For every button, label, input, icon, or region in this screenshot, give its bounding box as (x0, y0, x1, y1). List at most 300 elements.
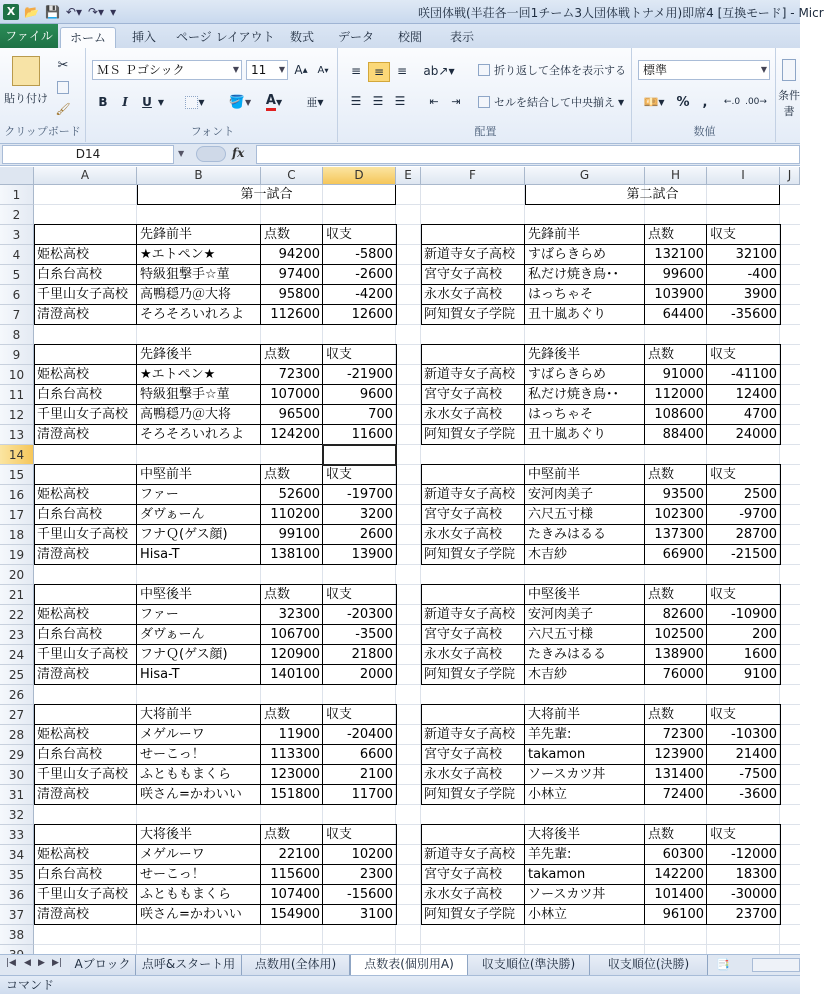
table-cell[interactable]: 3100 (359, 907, 393, 922)
table-cell[interactable]: 24000 (735, 427, 777, 442)
row-header-4[interactable]: 4 (0, 245, 34, 265)
table-cell[interactable]: 32100 (735, 247, 777, 262)
table-cell[interactable]: 永水女子高校 (424, 647, 503, 662)
percent-style-icon[interactable]: % (676, 94, 690, 110)
row-header-29[interactable]: 29 (0, 745, 34, 765)
formula-bar-splitter[interactable] (196, 146, 226, 162)
table-cell[interactable]: 11900 (278, 727, 320, 742)
match2-block-5-header-0[interactable] (421, 825, 525, 845)
match1-block-1-header-2[interactable]: 点数 (264, 347, 291, 362)
table-cell[interactable]: 清澄高校 (37, 667, 90, 682)
table-cell[interactable]: 姫松高校 (37, 487, 90, 502)
table-cell[interactable]: -20300 (346, 607, 393, 622)
table-cell[interactable]: -3500 (355, 627, 393, 642)
row-header-34[interactable]: 34 (0, 845, 34, 865)
underline-button[interactable]: U (142, 95, 152, 109)
match1-block-4-header-1[interactable]: 大将前半 (140, 707, 193, 722)
table-cell[interactable]: -21500 (730, 547, 777, 562)
table-cell[interactable]: 阿知賀女子学院 (424, 907, 516, 922)
table-cell[interactable]: 阿知賀女子学院 (424, 787, 516, 802)
table-cell[interactable]: ダヴぁーん (140, 627, 205, 642)
redo-icon[interactable]: ↷▾ (87, 5, 105, 19)
match1-block-0-header-3[interactable]: 収支 (326, 227, 353, 242)
table-cell[interactable]: 131400 (654, 767, 704, 782)
table-cell[interactable]: 永水女子高校 (424, 527, 503, 542)
table-cell[interactable]: 93500 (662, 487, 704, 502)
table-cell[interactable]: 102300 (654, 507, 704, 522)
match2-block-3-header-2[interactable]: 点数 (648, 587, 675, 602)
table-cell[interactable]: 阿知賀女子学院 (424, 667, 516, 682)
match1-block-0-header-2[interactable]: 点数 (264, 227, 291, 242)
match2-title[interactable]: 第二試合 (626, 187, 679, 202)
table-cell[interactable]: 101400 (654, 887, 704, 902)
tab-insert[interactable]: 挿入 (131, 30, 156, 44)
row-header-27[interactable]: 27 (0, 705, 34, 725)
table-cell[interactable]: 白糸台高校 (37, 507, 103, 522)
table-cell[interactable]: ソースカツ丼 (528, 887, 606, 902)
conditional-format-label[interactable]: 条件 (778, 89, 800, 102)
table-cell[interactable]: 姫松高校 (37, 607, 90, 622)
table-cell[interactable]: 3200 (359, 507, 393, 522)
merge-center-button[interactable]: セルを結合して中央揃え ▼ (478, 92, 628, 112)
table-cell[interactable]: -15600 (346, 887, 393, 902)
match1-block-3-header-2[interactable]: 点数 (264, 587, 291, 602)
column-header-e[interactable]: E (396, 167, 421, 185)
match2-block-5-header-2[interactable]: 点数 (648, 827, 675, 842)
insert-function-icon[interactable]: fx (232, 146, 245, 160)
selected-cell-d14[interactable] (322, 444, 397, 466)
align-middle-icon[interactable]: ≡ (368, 62, 390, 82)
table-cell[interactable]: 18300 (735, 867, 777, 882)
table-cell[interactable]: 高鴨穏乃＠大将 (140, 287, 232, 302)
table-cell[interactable]: 小林立 (528, 907, 568, 922)
table-cell[interactable]: 123000 (270, 767, 320, 782)
table-cell[interactable]: -10300 (730, 727, 777, 742)
table-cell[interactable]: 清澄高校 (37, 907, 90, 922)
table-cell[interactable]: 永水女子高校 (424, 287, 503, 302)
excel-logo-icon[interactable]: X (3, 4, 19, 20)
match1-block-2-header-0[interactable] (34, 465, 137, 485)
match2-block-4-header-3[interactable]: 収支 (710, 707, 737, 722)
table-cell[interactable]: 115600 (270, 867, 320, 882)
sheet-tab-rank-final[interactable]: 収支順位(決勝) (590, 955, 708, 975)
column-header-a[interactable]: A (34, 167, 137, 185)
table-cell[interactable]: 安河肉美子 (528, 487, 594, 502)
table-cell[interactable]: そろそろいれろよ (140, 307, 245, 322)
font-name-select[interactable]: ＭＳ Ｐゴシック ▼ (92, 60, 242, 80)
table-cell[interactable]: -21900 (346, 367, 393, 382)
tab-page-layout[interactable]: ページ レイアウト (176, 30, 275, 44)
table-cell[interactable]: -5800 (355, 247, 393, 262)
table-cell[interactable]: -4200 (355, 287, 393, 302)
grow-font-icon[interactable]: A ▴ (294, 63, 308, 77)
match1-block-3-header-0[interactable] (34, 585, 137, 605)
increase-indent-icon[interactable]: ⇥ (451, 94, 461, 108)
table-cell[interactable]: ファー (140, 487, 179, 502)
table-cell[interactable]: たきみはるる (528, 647, 607, 662)
table-cell[interactable]: メゲルーワ (140, 727, 205, 742)
number-format-select[interactable]: 標準 ▼ (638, 60, 770, 80)
table-cell[interactable]: 羊先輩: (528, 727, 572, 742)
match2-block-3-header-1[interactable]: 中堅後半 (528, 587, 581, 602)
table-cell[interactable]: すばらきらめ (528, 247, 607, 262)
table-cell[interactable]: 9100 (743, 667, 777, 682)
table-cell[interactable]: 102500 (654, 627, 704, 642)
column-header-h[interactable]: H (645, 167, 707, 185)
table-cell[interactable]: 12400 (735, 387, 777, 402)
table-cell[interactable]: ★エトペン★ (140, 367, 216, 382)
table-cell[interactable]: 私だけ焼き鳥･･ (528, 267, 620, 282)
table-cell[interactable]: そろそろいれろよ (140, 427, 245, 442)
last-sheet-icon[interactable]: ▶| (52, 958, 62, 968)
sheet-tab-score-all[interactable]: 点数用(全体用) (242, 955, 350, 975)
match2-block-1-header-2[interactable]: 点数 (648, 347, 675, 362)
match1-block-2-header-3[interactable]: 収支 (326, 467, 353, 482)
table-cell[interactable]: 1600 (743, 647, 777, 662)
table-cell[interactable]: 特級狙撃手☆菫 (140, 267, 230, 282)
row-header-37[interactable]: 37 (0, 905, 34, 925)
table-cell[interactable]: 白糸台高校 (37, 267, 103, 282)
increase-decimal-icon[interactable]: ←.0 (723, 97, 741, 107)
fill-color-icon[interactable]: 🪣 ▼ (228, 94, 252, 110)
row-header-9[interactable]: 9 (0, 345, 34, 365)
italic-button[interactable]: I (122, 95, 128, 109)
table-cell[interactable]: 木吉紗 (528, 667, 568, 682)
table-cell[interactable]: 60300 (662, 847, 704, 862)
table-cell[interactable]: 99100 (278, 527, 320, 542)
table-cell[interactable]: Hisa-T (140, 667, 180, 682)
match2-block-4-header-0[interactable] (421, 705, 525, 725)
table-cell[interactable]: 28700 (735, 527, 777, 542)
table-cell[interactable]: 永水女子高校 (424, 887, 503, 902)
bold-button[interactable]: B (98, 95, 108, 109)
orientation-icon[interactable]: ab↗ ▼ (423, 64, 455, 78)
match1-block-2-header-2[interactable]: 点数 (264, 467, 291, 482)
table-cell[interactable]: 清澄高校 (37, 427, 90, 442)
table-cell[interactable]: 丑十嵐あぐり (528, 427, 607, 442)
table-cell[interactable]: 小林立 (528, 787, 568, 802)
table-cell[interactable]: 66900 (662, 547, 704, 562)
match1-block-3-header-3[interactable]: 収支 (326, 587, 353, 602)
formula-input[interactable] (256, 145, 800, 164)
table-cell[interactable]: ★エトペン★ (140, 247, 216, 262)
table-cell[interactable]: 千里山女子高校 (37, 887, 129, 902)
match2-block-1-header-3[interactable]: 収支 (710, 347, 737, 362)
row-header-15[interactable]: 15 (0, 465, 34, 485)
table-cell[interactable]: せーこっ！ (140, 747, 205, 762)
table-cell[interactable]: 千里山女子高校 (37, 287, 129, 302)
table-cell[interactable]: 白糸台高校 (37, 387, 103, 402)
table-cell[interactable]: ファー (140, 607, 179, 622)
table-cell[interactable]: 清澄高校 (37, 547, 90, 562)
table-cell[interactable]: 阿知賀女子学院 (424, 307, 516, 322)
table-cell[interactable]: 11600 (351, 427, 393, 442)
phonetic-icon[interactable]: 亜 ▼ (306, 96, 324, 109)
table-cell[interactable]: 64400 (662, 307, 704, 322)
table-cell[interactable]: -2600 (355, 267, 393, 282)
row-header-31[interactable]: 31 (0, 785, 34, 805)
row-header-36[interactable]: 36 (0, 885, 34, 905)
table-cell[interactable]: せーこっ！ (140, 867, 205, 882)
table-cell[interactable]: 新道寺女子高校 (424, 487, 516, 502)
tab-formulas[interactable]: 数式 (289, 30, 314, 44)
table-cell[interactable]: 新道寺女子高校 (424, 607, 516, 622)
table-cell[interactable]: 200 (752, 627, 777, 642)
table-cell[interactable]: 96500 (278, 407, 320, 422)
match1-block-1-header-1[interactable]: 先鋒後半 (140, 347, 193, 362)
table-cell[interactable]: ふとももまくら (140, 767, 232, 782)
table-cell[interactable]: 千里山女子高校 (37, 767, 129, 782)
row-header-17[interactable]: 17 (0, 505, 34, 525)
table-cell[interactable]: はっちゃそ (528, 287, 594, 302)
table-cell[interactable]: 123900 (654, 747, 704, 762)
table-cell[interactable]: 高鴨穏乃＠大将 (140, 407, 232, 422)
table-cell[interactable]: フナＱ(ゲス顔) (140, 647, 228, 662)
table-cell[interactable]: 88400 (662, 427, 704, 442)
table-cell[interactable]: 新道寺女子高校 (424, 847, 516, 862)
table-cell[interactable]: 姫松高校 (37, 367, 90, 382)
table-cell[interactable]: 新道寺女子高校 (424, 367, 516, 382)
table-cell[interactable]: 112600 (270, 307, 320, 322)
undo-icon[interactable]: ↶▾ (65, 5, 82, 19)
table-cell[interactable]: 千里山女子高校 (37, 527, 129, 542)
column-header-i[interactable]: I (707, 167, 780, 185)
table-cell[interactable]: 咲さん=かわいい (140, 907, 242, 922)
open-folder-icon[interactable]: 📂 (24, 5, 39, 19)
table-cell[interactable]: 103900 (654, 287, 704, 302)
match1-title[interactable]: 第一試合 (240, 187, 293, 202)
match2-block-4-header-2[interactable]: 点数 (648, 707, 675, 722)
table-cell[interactable]: 106700 (270, 627, 320, 642)
table-cell[interactable]: 137300 (654, 527, 704, 542)
table-cell[interactable]: takamon (528, 867, 586, 882)
table-cell[interactable]: 宮守女子高校 (424, 267, 503, 282)
table-cell[interactable]: 9600 (359, 387, 393, 402)
match2-block-1-header-1[interactable]: 先鋒後半 (528, 347, 581, 362)
row-header-7[interactable]: 7 (0, 305, 34, 325)
font-size-select[interactable]: 11 ▼ (246, 60, 288, 80)
column-header-b[interactable]: B (137, 167, 261, 185)
table-cell[interactable]: -19700 (346, 487, 393, 502)
match1-block-2-header-1[interactable]: 中堅前半 (140, 467, 193, 482)
conditional-format-icon[interactable] (780, 56, 798, 84)
table-cell[interactable]: 91000 (662, 367, 704, 382)
row-header-10[interactable]: 10 (0, 365, 34, 385)
row-header-38[interactable]: 38 (0, 925, 34, 945)
table-cell[interactable]: 宮守女子高校 (424, 387, 503, 402)
table-cell[interactable]: 82600 (662, 607, 704, 622)
cut-icon[interactable]: ✂ (57, 57, 69, 73)
wrap-text-button[interactable] (478, 60, 628, 80)
table-cell[interactable]: 新道寺女子高校 (424, 247, 516, 262)
currency-format-icon[interactable]: 💴 ▼ (643, 95, 665, 109)
table-cell[interactable]: 107000 (270, 387, 320, 402)
table-cell[interactable]: 72400 (662, 787, 704, 802)
row-header-16[interactable]: 16 (0, 485, 34, 505)
horizontal-scrollbar[interactable] (752, 958, 800, 972)
table-cell[interactable]: 107400 (270, 887, 320, 902)
table-cell[interactable]: 10200 (351, 847, 393, 862)
shrink-font-icon[interactable]: A ▾ (317, 64, 329, 76)
table-cell[interactable]: 永水女子高校 (424, 767, 503, 782)
match2-block-3-header-3[interactable]: 収支 (710, 587, 737, 602)
table-cell[interactable]: 120900 (270, 647, 320, 662)
table-cell[interactable]: すばらきらめ (528, 367, 607, 382)
row-header-11[interactable]: 11 (0, 385, 34, 405)
row-header-32[interactable]: 32 (0, 805, 34, 825)
row-header-26[interactable]: 26 (0, 685, 34, 705)
decrease-decimal-icon[interactable]: .00→ (745, 97, 767, 107)
copy-icon[interactable] (54, 78, 72, 96)
table-cell[interactable]: 六尺五寸様 (528, 507, 594, 522)
row-header-1[interactable]: 1 (0, 185, 34, 205)
table-cell[interactable]: 124200 (270, 427, 320, 442)
row-header-22[interactable]: 22 (0, 605, 34, 625)
table-cell[interactable]: 清澄高校 (37, 307, 90, 322)
table-cell[interactable]: 姫松高校 (37, 727, 90, 742)
match1-block-5-header-3[interactable]: 収支 (326, 827, 353, 842)
table-cell[interactable]: 2000 (359, 667, 393, 682)
tab-home[interactable]: ホーム (60, 27, 116, 48)
row-header-23[interactable]: 23 (0, 625, 34, 645)
table-cell[interactable]: はっちゃそ (528, 407, 594, 422)
table-cell[interactable]: 6600 (359, 747, 393, 762)
table-cell[interactable]: 私だけ焼き鳥･･ (528, 387, 620, 402)
match2-block-1-header-0[interactable] (421, 345, 525, 365)
table-cell[interactable]: -10900 (730, 607, 777, 622)
table-cell[interactable]: Hisa-T (140, 547, 180, 562)
table-cell[interactable]: 安河肉美子 (528, 607, 594, 622)
match1-block-1-header-3[interactable]: 収支 (326, 347, 353, 362)
column-header-f[interactable]: F (421, 167, 525, 185)
sheet-tab-a-block[interactable]: Aブロック (70, 955, 136, 975)
table-cell[interactable]: 94200 (278, 247, 320, 262)
table-cell[interactable]: 永水女子高校 (424, 407, 503, 422)
table-cell[interactable]: 110200 (270, 507, 320, 522)
table-cell[interactable]: 清澄高校 (37, 787, 90, 802)
table-cell[interactable]: -41100 (730, 367, 777, 382)
customize-qat-icon[interactable]: ▾ (110, 5, 117, 19)
align-bottom-icon[interactable]: ≡ (396, 64, 408, 78)
table-cell[interactable]: 姫松高校 (37, 247, 90, 262)
table-cell[interactable]: たきみはるる (528, 527, 607, 542)
table-cell[interactable]: 154900 (270, 907, 320, 922)
table-cell[interactable]: 新道寺女子高校 (424, 727, 516, 742)
table-cell[interactable]: -3600 (739, 787, 777, 802)
prev-sheet-icon[interactable]: ◀ (24, 958, 31, 968)
table-cell[interactable]: ダヴぁーん (140, 507, 205, 522)
table-cell[interactable]: 白糸台高校 (37, 867, 103, 882)
table-cell[interactable]: 白糸台高校 (37, 747, 103, 762)
match2-block-5-header-3[interactable]: 収支 (710, 827, 737, 842)
table-cell[interactable]: 丑十嵐あぐり (528, 307, 607, 322)
table-cell[interactable]: 2500 (743, 487, 777, 502)
column-header-d[interactable]: D (323, 167, 396, 185)
row-header-2[interactable]: 2 (0, 205, 34, 225)
table-cell[interactable]: -30000 (730, 887, 777, 902)
row-header-35[interactable]: 35 (0, 865, 34, 885)
table-cell[interactable]: 宮守女子高校 (424, 507, 503, 522)
table-cell[interactable]: -400 (747, 267, 777, 282)
table-cell[interactable]: 113300 (270, 747, 320, 762)
align-top-icon[interactable]: ≡ (350, 64, 362, 78)
match2-block-2-header-0[interactable] (421, 465, 525, 485)
row-header-24[interactable]: 24 (0, 645, 34, 665)
sheet-tab-rollcall[interactable]: 点呼&スタート用 (136, 955, 242, 975)
next-sheet-icon[interactable]: ▶ (38, 958, 45, 968)
table-cell[interactable]: 76000 (662, 667, 704, 682)
table-cell[interactable]: 4700 (743, 407, 777, 422)
table-cell[interactable]: 72300 (278, 367, 320, 382)
match2-block-2-header-2[interactable]: 点数 (648, 467, 675, 482)
match2-block-2-header-3[interactable]: 収支 (710, 467, 737, 482)
table-cell[interactable]: 32300 (278, 607, 320, 622)
sheet-tab-score-individual[interactable]: 点数表(個別用A) (350, 955, 468, 975)
table-cell[interactable]: takamon (528, 747, 586, 762)
match2-block-2-header-1[interactable]: 中堅前半 (528, 467, 581, 482)
table-cell[interactable]: 112000 (654, 387, 704, 402)
column-header-c[interactable]: C (261, 167, 323, 185)
table-cell[interactable]: 宮守女子高校 (424, 867, 503, 882)
table-cell[interactable]: 95800 (278, 287, 320, 302)
table-cell[interactable]: 13900 (351, 547, 393, 562)
table-cell[interactable]: 96100 (662, 907, 704, 922)
table-cell[interactable]: 阿知賀女子学院 (424, 427, 516, 442)
decrease-indent-icon[interactable]: ⇤ (429, 94, 439, 108)
match2-block-0-header-3[interactable]: 収支 (710, 227, 737, 242)
row-header-19[interactable]: 19 (0, 545, 34, 565)
match2-block-4-header-1[interactable]: 大将前半 (528, 707, 581, 722)
table-cell[interactable]: -9700 (739, 507, 777, 522)
save-icon[interactable]: 💾 (44, 5, 60, 19)
match1-block-5-header-0[interactable] (34, 825, 137, 845)
column-header-j[interactable]: J (780, 167, 800, 185)
row-header-14[interactable]: 14 (0, 445, 34, 465)
format-painter-icon[interactable]: 🖌 (55, 102, 71, 116)
tab-view[interactable]: 表示 (449, 30, 474, 44)
table-cell[interactable]: 151800 (270, 787, 320, 802)
table-cell[interactable]: 12600 (351, 307, 393, 322)
table-cell[interactable]: 52600 (278, 487, 320, 502)
row-header-33[interactable]: 33 (0, 825, 34, 845)
match1-block-4-header-2[interactable]: 点数 (264, 707, 291, 722)
tab-file[interactable]: ファイル (0, 24, 58, 48)
table-cell[interactable]: -20400 (346, 727, 393, 742)
row-header-13[interactable]: 13 (0, 425, 34, 445)
table-cell[interactable]: 108600 (654, 407, 704, 422)
name-box[interactable]: D14 (2, 145, 174, 164)
table-cell[interactable]: 11700 (351, 787, 393, 802)
match1-block-4-header-0[interactable] (34, 705, 137, 725)
borders-icon[interactable]: ▼ (182, 92, 208, 112)
row-header-25[interactable]: 25 (0, 665, 34, 685)
table-cell[interactable]: 700 (368, 407, 393, 422)
table-cell[interactable]: 千里山女子高校 (37, 647, 129, 662)
row-header-12[interactable]: 12 (0, 405, 34, 425)
match1-block-0-header-0[interactable] (34, 225, 137, 245)
match1-block-1-header-0[interactable] (34, 345, 137, 365)
table-cell[interactable]: 97400 (278, 267, 320, 282)
table-cell[interactable]: 138900 (654, 647, 704, 662)
row-header-3[interactable]: 3 (0, 225, 34, 245)
name-box-dropdown-icon[interactable]: ▼ (178, 149, 185, 158)
font-color-icon[interactable]: A ▼ (260, 92, 288, 112)
match1-block-5-header-2[interactable]: 点数 (264, 827, 291, 842)
table-cell[interactable]: 142200 (654, 867, 704, 882)
table-cell[interactable]: 23700 (735, 907, 777, 922)
table-cell[interactable]: 22100 (278, 847, 320, 862)
table-cell[interactable]: 咲さん=かわいい (140, 787, 242, 802)
